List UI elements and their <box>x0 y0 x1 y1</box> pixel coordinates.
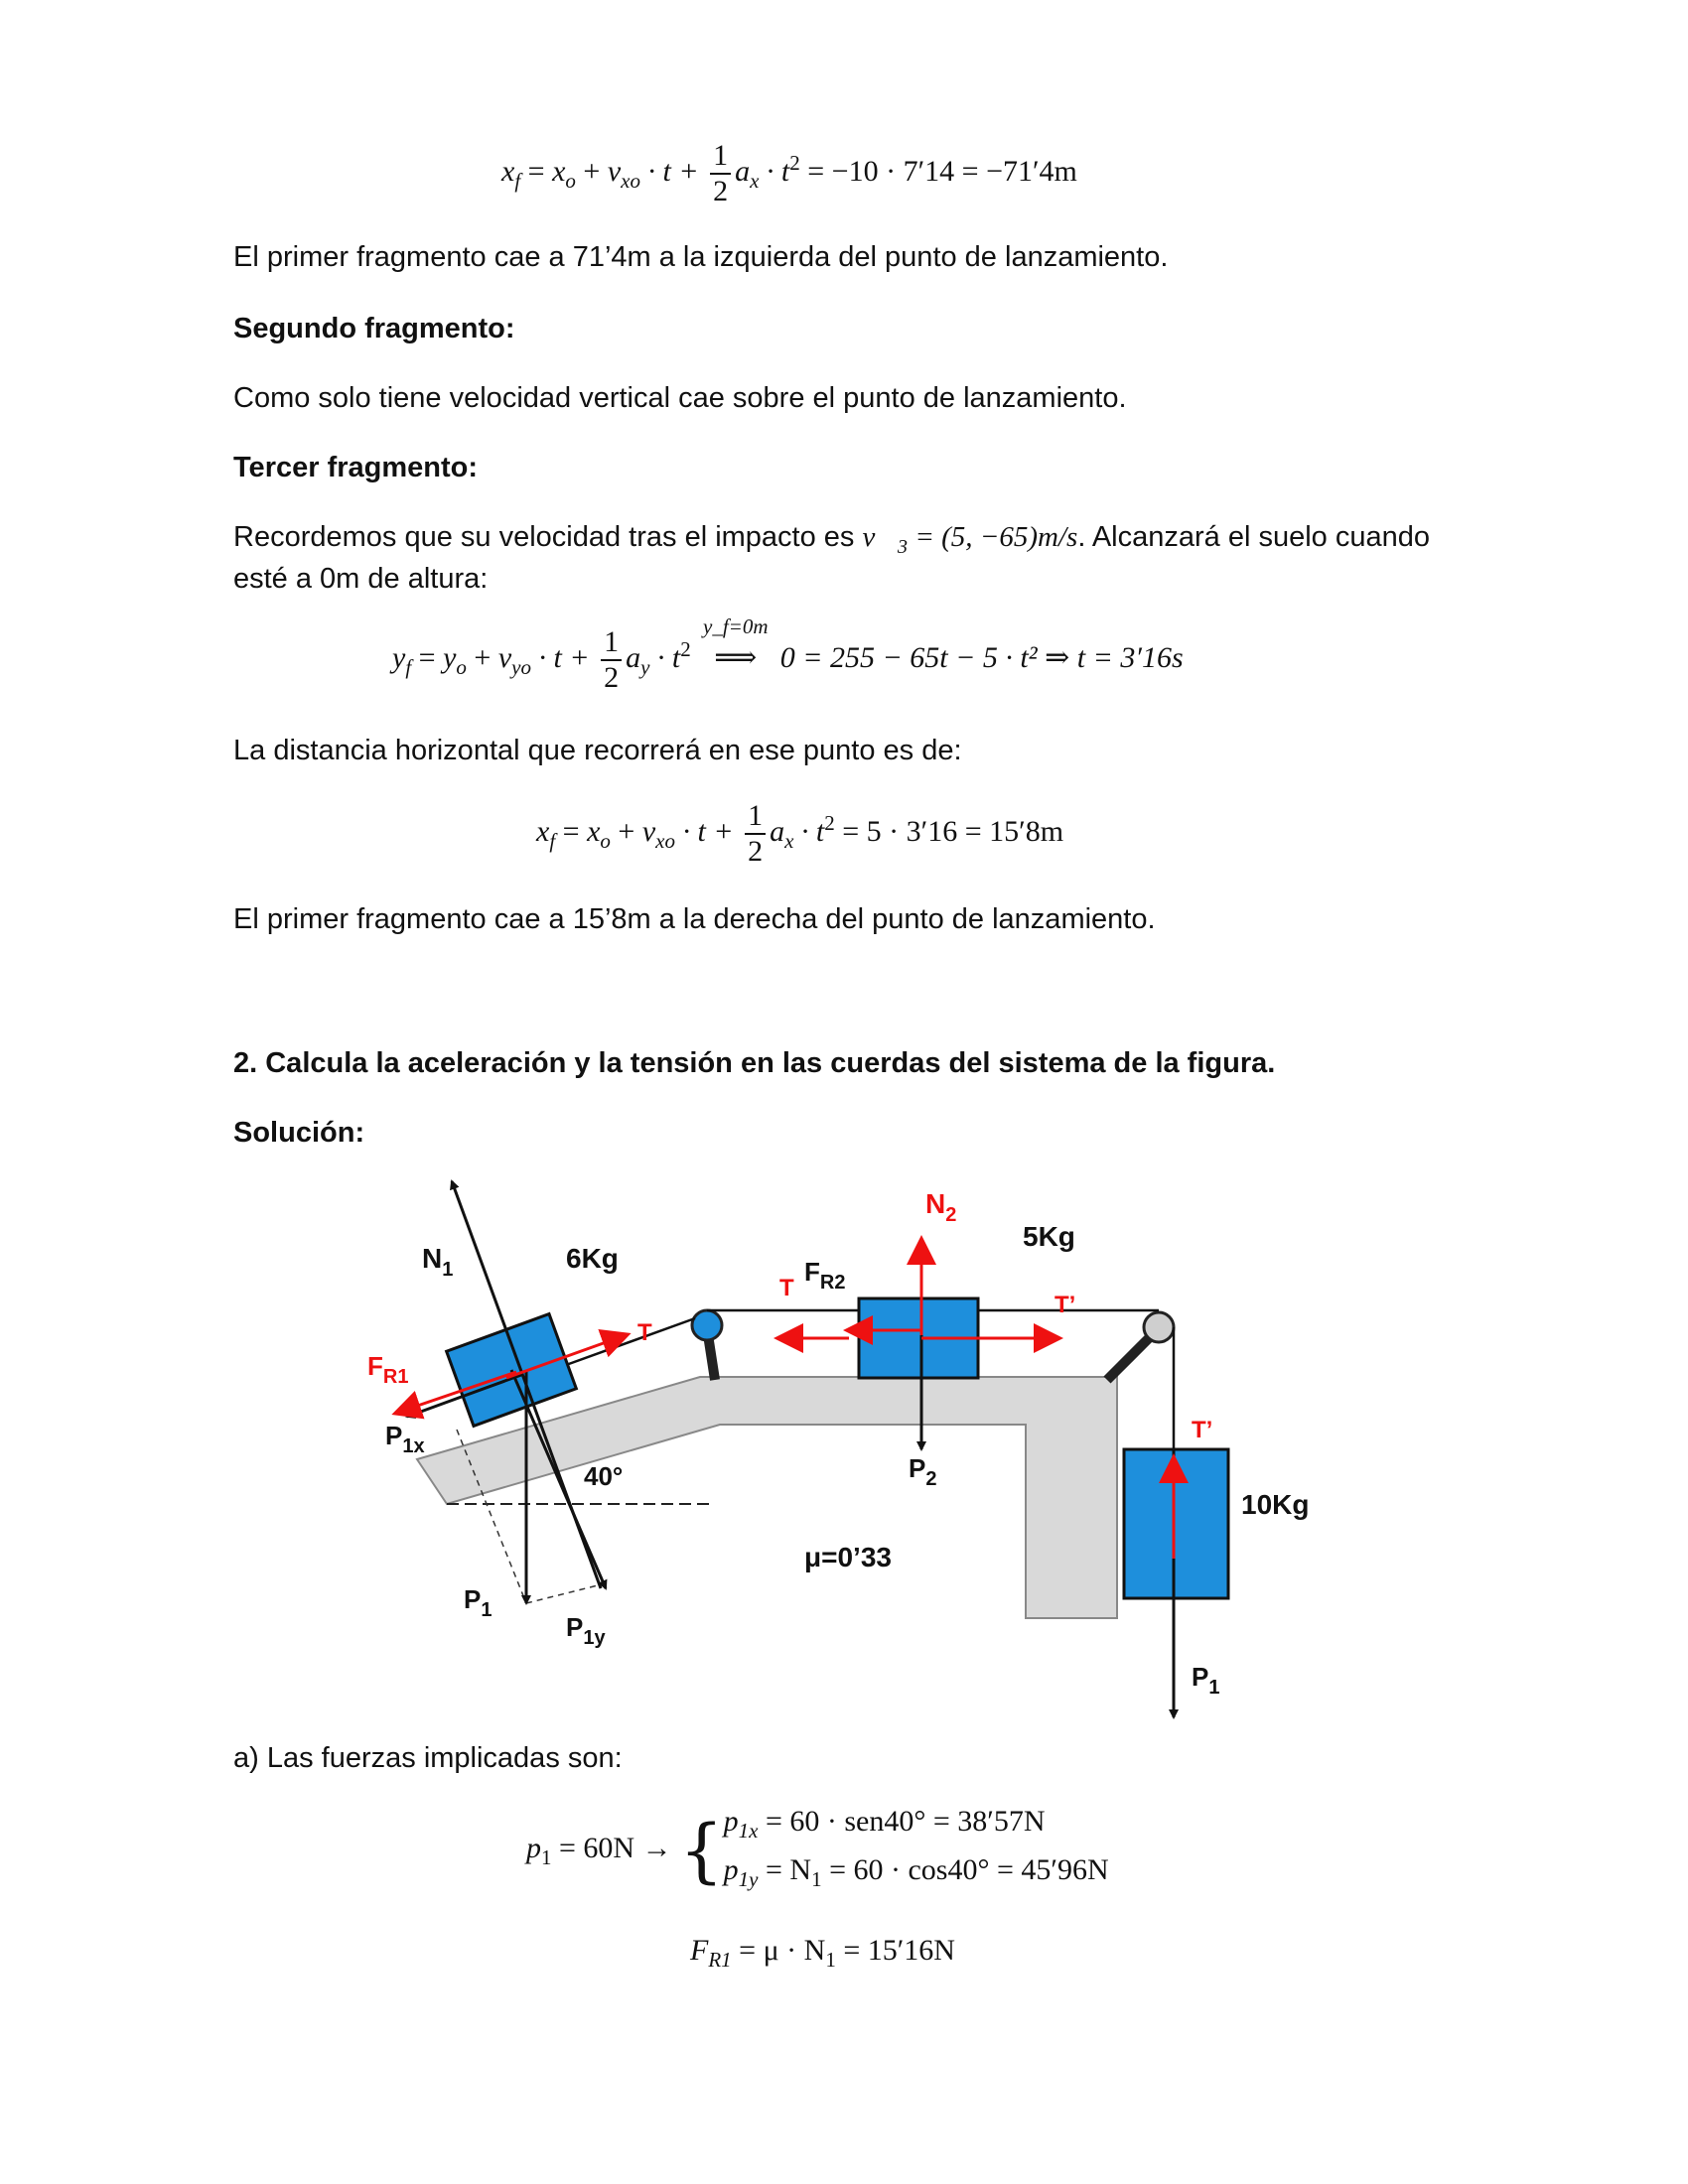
physics-diagram <box>357 1161 1350 1737</box>
label-P2: $P_2$ <box>909 1453 937 1490</box>
pulley-right <box>1144 1312 1174 1342</box>
equation-xf-first: $x_f = x_o + v_{xo} \cdot t$ + $\frac{1}{2}$ $a_x \cdot t^2 = -10 \cdot 7'14 = -71'4m$ <box>501 139 1077 207</box>
label-mu: μ=0’33 <box>804 1542 892 1572</box>
label-P1y: $P_{1y}$ <box>566 1612 606 1649</box>
block-10kg <box>1124 1449 1228 1598</box>
label-Tprime: T’ <box>1055 1292 1076 1318</box>
equation-yf: $y_f = y_o + v_{yo} \cdot t$ + $\frac{1}{2}$ $a_y \cdot t^2$ y_f=0m ⟹ 0 = 255 − 65t − 5 · t² ⇒ t = 3′16s <box>392 614 1184 694</box>
ramp-and-table <box>417 1377 1117 1618</box>
label-T-b: T <box>779 1275 794 1301</box>
equation-FR1: $F_{R1} = \mu \cdot N_1 = 15'16N$ <box>690 1934 955 1972</box>
paragraph-third-velocity: Recordemos que su velocidad tras el impacto es $v⃗_3 = (5$, −65)m/s. Alcanzará el suelo cuando <box>233 521 1430 558</box>
paragraph-first-fragment: El primer fragmento cae a 71’4m a la izquierda del punto de lanzamiento. <box>233 241 1169 273</box>
rope-1 <box>566 1318 695 1365</box>
paragraph-forces: a) Las fuerzas implicadas son: <box>233 1742 623 1774</box>
paragraph-third-altitude: esté a 0m de altura: <box>233 563 489 595</box>
label-P3: $P_1$ <box>1192 1662 1220 1699</box>
projection-dashed-2 <box>526 1583 606 1603</box>
heading-segundo-fragmento: Segundo fragmento: <box>233 313 515 344</box>
pulley-right-support <box>1107 1335 1152 1380</box>
label-Tprime-2: T’ <box>1192 1417 1213 1443</box>
solucion-heading: Solución: <box>233 1117 365 1149</box>
label-angle: 40° <box>584 1461 624 1491</box>
paragraph-horizontal-distance: La distancia horizontal que recorrerá en ese punto es de: <box>233 735 962 766</box>
label-FR2: $F_{R2}$ <box>804 1257 846 1294</box>
equation-xf-third: $x_f = x_o + v_{xo} \cdot t$ + $\frac{1}{2}$ $a_x \cdot t^2 = 5 \cdot 3'16 = 15'8m$ <box>536 799 1064 868</box>
label-10kg: 10Kg <box>1241 1489 1310 1520</box>
label-6kg: 6Kg <box>566 1243 619 1274</box>
label-N1: $N_1$ <box>422 1243 454 1281</box>
paragraph-third-result: El primer fragmento cae a 15’8m a la derecha del punto de lanzamiento. <box>233 903 1156 935</box>
label-T: T <box>637 1319 652 1346</box>
paragraph-second-fragment: Como solo tiene velocidad vertical cae sobre el punto de lanzamiento. <box>233 382 1127 414</box>
heading-tercer-fragmento: Tercer fragmento: <box>233 452 479 483</box>
pulley-left <box>692 1310 722 1340</box>
label-P1x: $P_{1x}$ <box>385 1421 425 1457</box>
question-2: 2. Calcula la aceleración y la tensión en las cuerdas del sistema de la figura. <box>233 1047 1276 1079</box>
label-P1: $P_1$ <box>464 1584 492 1621</box>
label-5kg: 5Kg <box>1023 1221 1075 1252</box>
equation-p1-components: $p_1 = 60N$ → { $p_{1x} = 60 \cdot sen40^\circ = 38'57N$ $p_{1y} = N_1 = 60 \cdot \cos 40^\circ = 45'96N$ <box>526 1805 1109 1891</box>
label-FR1: $F_{R1}$ <box>367 1351 409 1388</box>
label-N2: $N_2$ <box>925 1188 957 1226</box>
